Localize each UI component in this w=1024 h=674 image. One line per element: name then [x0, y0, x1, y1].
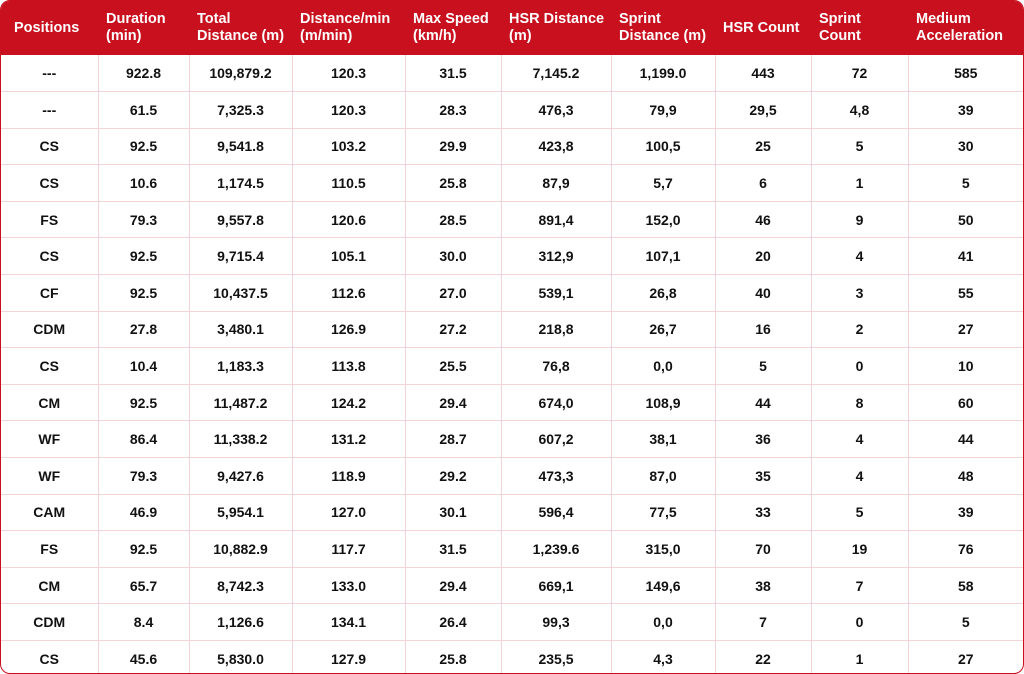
table-row: [1, 494, 1023, 531]
table-cell-total-distance: 11,338.2: [189, 421, 292, 458]
table-cell-medium-acceleration: 44: [908, 421, 1023, 458]
table-body: [1, 55, 1023, 674]
table-row: [1, 458, 1023, 495]
table-cell-total-distance: 11,487.2: [189, 384, 292, 421]
table-cell-sprint-count: 5: [811, 494, 908, 531]
table-cell-total-distance: 8,742.3: [189, 567, 292, 604]
table-cell-positions: CM: [1, 384, 98, 421]
table-cell-max-speed: 29.4: [405, 384, 501, 421]
table-cell-sprint-count: 1: [811, 641, 908, 674]
table-cell-hsr-count: 20: [715, 238, 811, 275]
table-cell-total-distance: 9,541.8: [189, 128, 292, 165]
table-row: [1, 128, 1023, 165]
table-cell-medium-acceleration: 5: [908, 165, 1023, 202]
table-cell-distance-per-min: 117.7: [292, 531, 405, 568]
table-cell-sprint-distance: 87,0: [611, 458, 715, 495]
table-cell-max-speed: 28.3: [405, 92, 501, 129]
table-cell-hsr-count: 38: [715, 567, 811, 604]
table-cell-max-speed: 30.1: [405, 494, 501, 531]
table-cell-hsr-count: 44: [715, 384, 811, 421]
table-cell-hsr-count: 443: [715, 55, 811, 92]
table-cell-total-distance: 109,879.2: [189, 55, 292, 92]
table-cell-positions: CDM: [1, 311, 98, 348]
column-header-medium-acceleration: [908, 1, 1023, 55]
table-cell-distance-per-min: 110.5: [292, 165, 405, 202]
table-cell-sprint-distance: 4,3: [611, 641, 715, 674]
table-row: [1, 275, 1023, 312]
column-header-duration: [98, 1, 189, 55]
table-cell-positions: WF: [1, 458, 98, 495]
table-cell-sprint-distance: 315,0: [611, 531, 715, 568]
table-cell-max-speed: 27.2: [405, 311, 501, 348]
table-cell-positions: CS: [1, 641, 98, 674]
table-cell-sprint-count: 4: [811, 238, 908, 275]
table-cell-distance-per-min: 124.2: [292, 384, 405, 421]
table-cell-sprint-count: 0: [811, 604, 908, 641]
table-cell-duration: 10.4: [98, 348, 189, 385]
table-cell-positions: CDM: [1, 604, 98, 641]
table-cell-sprint-distance: 26,8: [611, 275, 715, 312]
table-cell-total-distance: 9,715.4: [189, 238, 292, 275]
table-cell-hsr-count: 16: [715, 311, 811, 348]
table-cell-duration: 86.4: [98, 421, 189, 458]
table-cell-sprint-count: 4: [811, 421, 908, 458]
table-cell-duration: 92.5: [98, 275, 189, 312]
table-cell-duration: 61.5: [98, 92, 189, 129]
table-cell-hsr-distance: 473,3: [501, 458, 611, 495]
table-cell-duration: 92.5: [98, 128, 189, 165]
header-row: [1, 1, 1023, 55]
table-cell-max-speed: 29.4: [405, 567, 501, 604]
table-cell-medium-acceleration: 58: [908, 567, 1023, 604]
table-cell-hsr-distance: 596,4: [501, 494, 611, 531]
table-cell-sprint-count: 0: [811, 348, 908, 385]
table-cell-distance-per-min: 131.2: [292, 421, 405, 458]
table-row: [1, 604, 1023, 641]
table-cell-sprint-count: 4: [811, 458, 908, 495]
table-row: [1, 421, 1023, 458]
table-cell-hsr-count: 40: [715, 275, 811, 312]
table-cell-medium-acceleration: 585: [908, 55, 1023, 92]
player-stats-table: [1, 1, 1023, 674]
column-header-line: (min): [106, 28, 142, 44]
table-cell-total-distance: 5,830.0: [189, 641, 292, 674]
table-cell-sprint-distance: 26,7: [611, 311, 715, 348]
table-cell-hsr-distance: 99,3: [501, 604, 611, 641]
table-cell-sprint-count: 72: [811, 55, 908, 92]
column-header-line: Positions: [14, 19, 80, 36]
table-cell-distance-per-min: 112.6: [292, 275, 405, 312]
column-header-line: Medium: [916, 11, 971, 27]
table-cell-sprint-count: 9: [811, 201, 908, 238]
table-cell-max-speed: 30.0: [405, 238, 501, 275]
table-row: [1, 238, 1023, 275]
table-cell-hsr-count: 46: [715, 201, 811, 238]
column-header-line: Total: [197, 11, 231, 27]
column-header-line: (m): [509, 28, 532, 44]
table-cell-hsr-count: 7: [715, 604, 811, 641]
table-cell-medium-acceleration: 55: [908, 275, 1023, 312]
table-cell-positions: CS: [1, 165, 98, 202]
table-cell-hsr-count: 29,5: [715, 92, 811, 129]
table-cell-medium-acceleration: 76: [908, 531, 1023, 568]
table-cell-sprint-distance: 38,1: [611, 421, 715, 458]
table-cell-total-distance: 9,557.8: [189, 201, 292, 238]
table-cell-duration: 10.6: [98, 165, 189, 202]
table-cell-positions: CAM: [1, 494, 98, 531]
table-cell-hsr-distance: 539,1: [501, 275, 611, 312]
table-cell-duration: 45.6: [98, 641, 189, 674]
table-cell-medium-acceleration: 27: [957, 651, 974, 668]
table-cell-duration: 46.9: [98, 494, 189, 531]
column-header-line: (km/h): [413, 28, 457, 44]
column-header-line: HSR Count: [723, 19, 800, 36]
column-header-line: Distance (m): [619, 28, 707, 44]
table-cell-distance-per-min: 126.9: [292, 311, 405, 348]
table-cell-hsr-distance: 87,9: [501, 165, 611, 202]
table-cell-distance-per-min: 127.9: [292, 641, 405, 674]
table-cell-positions: ---: [1, 92, 98, 129]
column-header-line: (m/min): [300, 28, 353, 44]
table-cell-sprint-distance: 108,9: [611, 384, 715, 421]
table-cell-sprint-count: 3: [811, 275, 908, 312]
table-cell-sprint-distance: 1,199.0: [611, 55, 715, 92]
table-cell-positions: CF: [1, 275, 98, 312]
table-cell-sprint-count: 1: [811, 165, 908, 202]
table-cell-sprint-count: 5: [811, 128, 908, 165]
table-cell-hsr-distance: 674,0: [501, 384, 611, 421]
table-cell-total-distance: 1,126.6: [189, 604, 292, 641]
table-cell-sprint-distance: 0,0: [611, 348, 715, 385]
table-cell-sprint-distance: 107,1: [611, 238, 715, 275]
table-cell-distance-per-min: 120.6: [292, 201, 405, 238]
table-row: [1, 201, 1023, 238]
table-cell-duration: 79.3: [98, 201, 189, 238]
table-cell-sprint-count: 8: [811, 384, 908, 421]
column-header-line: Sprint Count: [819, 11, 861, 44]
table-cell-distance-per-min: 113.8: [292, 348, 405, 385]
table-cell-hsr-distance: 891,4: [501, 201, 611, 238]
table-cell-sprint-distance: 79,9: [611, 92, 715, 129]
table-cell-hsr-count: 36: [715, 421, 811, 458]
table-cell-distance-per-min: 127.0: [292, 494, 405, 531]
table-cell-hsr-count: 33: [715, 494, 811, 531]
table-cell-medium-acceleration: 48: [908, 458, 1023, 495]
table-cell-total-distance: 1,174.5: [189, 165, 292, 202]
table-cell-distance-per-min: 134.1: [292, 604, 405, 641]
table-cell-max-speed: 27.0: [405, 275, 501, 312]
table-cell-positions: CS: [1, 348, 98, 385]
table-header: [1, 1, 1023, 55]
table-row: [1, 92, 1023, 129]
column-header-line: HSR Distance: [509, 11, 605, 27]
table-cell-medium-acceleration: 5: [908, 604, 1023, 641]
table-cell-positions: WF: [1, 421, 98, 458]
table-cell-max-speed: 25.8: [405, 165, 501, 202]
table-row: [1, 531, 1023, 568]
table-cell-max-speed: 31.5: [405, 55, 501, 92]
column-header-line: Distance (m): [197, 28, 285, 44]
table-cell-medium-acceleration: 41: [908, 238, 1023, 275]
table-cell-medium-acceleration: 39: [908, 494, 1023, 531]
table-cell-duration: 27.8: [98, 311, 189, 348]
table-cell-positions: CM: [1, 567, 98, 604]
table-cell-medium-acceleration: 39: [908, 92, 1023, 129]
table-cell-hsr-distance: 669,1: [501, 567, 611, 604]
table-cell-medium-acceleration: 10: [908, 348, 1023, 385]
table-cell-positions: FS: [1, 531, 98, 568]
table-cell-positions: CS: [1, 128, 98, 165]
column-header-sprint-count: [811, 1, 908, 55]
table-cell-total-distance: 10,882.9: [189, 531, 292, 568]
table-cell-max-speed: 29.9: [405, 128, 501, 165]
table-cell-total-distance: 3,480.1: [189, 311, 292, 348]
table-cell-max-speed: 28.7: [405, 421, 501, 458]
table-cell-hsr-count: 6: [715, 165, 811, 202]
table-row: [1, 311, 1023, 348]
table-cell-duration: 922.8: [98, 55, 189, 92]
column-header-line: Sprint: [619, 11, 661, 27]
column-header-line: Duration: [106, 11, 166, 27]
table-cell-hsr-distance: 423,8: [501, 128, 611, 165]
table-cell-max-speed: 28.5: [405, 201, 501, 238]
table-cell-hsr-count: 22: [715, 641, 811, 674]
table-cell-max-speed: 31.5: [405, 531, 501, 568]
table-row: [1, 165, 1023, 202]
table-cell-hsr-count: 25: [715, 128, 811, 165]
column-header-distance-per-min: [292, 1, 405, 55]
table-cell-sprint-distance: 0,0: [611, 604, 715, 641]
table-cell-medium-acceleration: 27: [908, 311, 1023, 348]
table-cell-duration: 8.4: [98, 604, 189, 641]
table-cell-total-distance: 1,183.3: [189, 348, 292, 385]
table-cell-medium-acceleration: 30: [908, 128, 1023, 165]
table-cell-sprint-distance: 149,6: [611, 567, 715, 604]
table-row: [1, 384, 1023, 421]
table-cell-medium-acceleration: 60: [908, 384, 1023, 421]
table-cell-duration: 79.3: [98, 458, 189, 495]
table-cell-sprint-count: 4,8: [811, 92, 908, 129]
table-cell-total-distance: 10,437.5: [189, 275, 292, 312]
table-cell-hsr-distance: 7,145.2: [501, 55, 611, 92]
table-cell-total-distance: 9,427.6: [189, 458, 292, 495]
table-cell-max-speed: 25.8: [405, 641, 501, 674]
table-cell-hsr-count: 70: [715, 531, 811, 568]
column-header-line: Max Speed: [413, 11, 489, 27]
table-cell-max-speed: 26.4: [405, 604, 501, 641]
table-cell-hsr-distance: 218,8: [501, 311, 611, 348]
table-cell-medium-acceleration: 50: [908, 201, 1023, 238]
table-cell-sprint-distance: 100,5: [611, 128, 715, 165]
table-cell-max-speed: 25.5: [405, 348, 501, 385]
table-cell-duration: 92.5: [98, 238, 189, 275]
table-cell-sprint-distance: 152,0: [611, 201, 715, 238]
table-cell-hsr-distance: 1,239.6: [501, 531, 611, 568]
table-cell-positions: ---: [1, 55, 98, 92]
table-cell-distance-per-min: 120.3: [292, 55, 405, 92]
table-cell-distance-per-min: 120.3: [292, 92, 405, 129]
table-row: [1, 567, 1023, 604]
column-header-positions: [1, 1, 98, 55]
table-cell-hsr-distance: 607,2: [501, 421, 611, 458]
table-row: [1, 641, 1023, 674]
table-cell-sprint-distance: 5,7: [611, 165, 715, 202]
table-cell-positions: FS: [1, 201, 98, 238]
table-cell-distance-per-min: 105.1: [292, 238, 405, 275]
table-cell-sprint-count: 2: [811, 311, 908, 348]
table-cell-max-speed: 29.2: [405, 458, 501, 495]
table-cell-duration: 92.5: [98, 384, 189, 421]
table-cell-distance-per-min: 133.0: [292, 567, 405, 604]
table-cell-hsr-distance: 235,5: [501, 641, 611, 674]
table-cell-hsr-distance: 476,3: [501, 92, 611, 129]
table-cell-hsr-distance: 76,8: [501, 348, 611, 385]
table-cell-distance-per-min: 118.9: [292, 458, 405, 495]
table-cell-hsr-distance: 312,9: [501, 238, 611, 275]
table-cell-positions: CS: [1, 238, 98, 275]
column-header-line: Acceleration: [916, 28, 1004, 44]
table-row: [1, 348, 1023, 385]
column-header-max-speed: [405, 1, 501, 55]
table-cell-sprint-count: 7: [811, 567, 908, 604]
table-cell-total-distance: 7,325.3: [189, 92, 292, 129]
column-header-line: Distance/min: [300, 11, 391, 27]
table-cell-duration: 92.5: [98, 531, 189, 568]
table-row: [1, 55, 1023, 92]
column-header-hsr-count: [715, 1, 811, 55]
table-cell-hsr-count: 5: [715, 348, 811, 385]
column-header-total-distance: [189, 1, 292, 55]
table-cell-hsr-count: 35: [715, 458, 811, 495]
table-cell-total-distance: 5,954.1: [189, 494, 292, 531]
table-cell-sprint-count: 19: [811, 531, 908, 568]
column-header-sprint-distance: [611, 1, 715, 55]
table-cell-duration: 65.7: [98, 567, 189, 604]
table-cell-sprint-distance: 77,5: [611, 494, 715, 531]
table-cell-distance-per-min: 103.2: [292, 128, 405, 165]
column-header-hsr-distance: [501, 1, 611, 55]
